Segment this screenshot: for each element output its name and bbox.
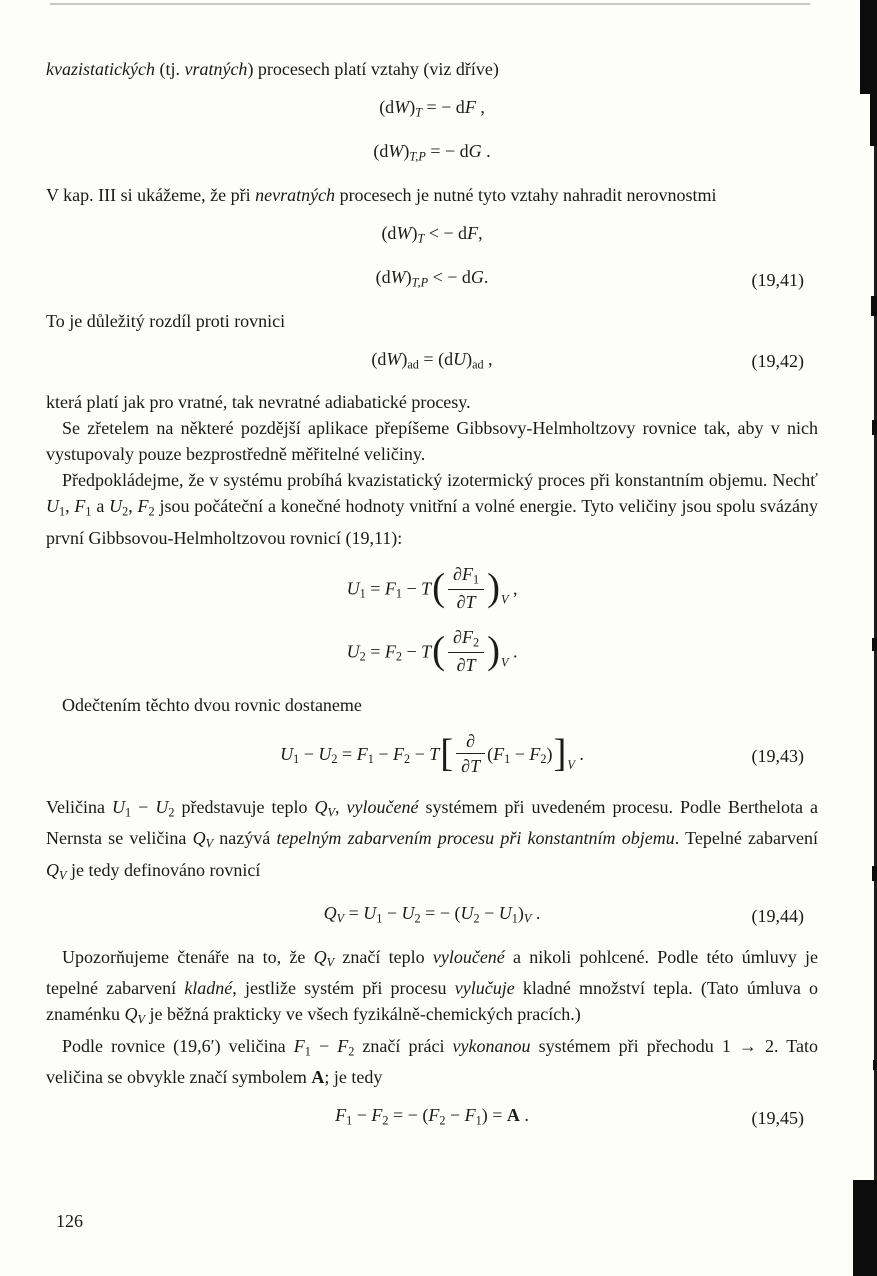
scan-artifact bbox=[872, 638, 877, 651]
paragraph-predpokladejme: Předpokládejme, že v systému probíhá kvazistatický izotermický proces při konstantním objemu. Nechť $U_1$, $F_1$ a $U_2$, $F_2$ jsou počáteční a konečné hodnoty vnitřní a volné energie. Tyto veličiny jsou spolu svázány první Gibbsovou-Helmholtzovou rovnicí (19,11): bbox=[46, 470, 819, 548]
equation-body: $(dW)_{ad} = (dU)_{ad}$ , bbox=[371, 348, 493, 372]
paragraph-odectenim: Odečtením těchto dvou rovnic dostaneme bbox=[62, 695, 362, 716]
paragraph-podle-rovnice: Podle rovnice (19,6′) veličina $F_1 - F_2$ značí práci vykonanou systémem při přechodu 1 → 2. Tato veličina se obvykle značí symbolem A; je tedy bbox=[46, 1035, 818, 1087]
equation-body: (dW)T,P < − dG. bbox=[375, 267, 489, 290]
scan-artifact bbox=[871, 296, 877, 316]
equation-U1 bbox=[46, 563, 818, 614]
scan-artifact-bottom-right bbox=[853, 1180, 877, 1276]
scan-artifact bbox=[873, 1060, 877, 1070]
scan-artifact bbox=[872, 420, 877, 435]
equation-dW-TP bbox=[46, 137, 818, 170]
equation-19-43 bbox=[46, 733, 818, 779]
equation-number: (19,45) bbox=[751, 1107, 804, 1128]
paragraph-se-zretelem: Se zřetelem na některé pozdější aplikace přepíšeme Gibbsovy-Helmholtzovy rovnice tak, aby v nich vystupovaly pouze bezprostředně měřitelné veličiny. bbox=[46, 418, 818, 465]
equation-number: (19,42) bbox=[751, 351, 804, 372]
page-content bbox=[46, 56, 818, 1145]
scan-artifact-top-right bbox=[860, 0, 877, 94]
page-number: 126 bbox=[56, 1211, 83, 1231]
paragraph-kap-III: V kap. III si ukážeme, že při nevratných procesech je nutné tyto vztahy nahradit nerovnostmi bbox=[46, 184, 717, 205]
paragraph-velicina: Veličina $U_1 - U_2$ představuje teplo QV, vyloučené systémem při uvedeném procesu. Podle Berthelota a Nernsta se veličina QV nazývá tepelným zabarvením procesu při konstantním objemu. Tepelné zabarvení QV je tedy definováno rovnicí bbox=[46, 797, 818, 883]
equation-19-45 bbox=[46, 1101, 818, 1134]
equation-body: QV = $U_1 - U_2$ = − $(U_2 - U_1)V$ . bbox=[323, 903, 541, 926]
equation-body: $U_2 = F_2 - T$( $\frac{\partial F_2}{\partial T}$ )$_V$ . bbox=[346, 626, 518, 675]
scan-artifact-top-line bbox=[50, 3, 810, 5]
equation-dW-T bbox=[46, 93, 818, 126]
paragraph-upozornujeme: Upozorňujeme čtenáře na to, že QV značí teplo vyloučené a nikoli pohlcené. Podle této úmluvy je tepelné zabarvení kladné, jestliže systém při procesu vylučuje kladné množství tepla. (Tato úmluva o znaménku QV je běžná prakticky ve všech fyzikálně-chemických pracích.) bbox=[46, 946, 819, 1027]
equation-19-44 bbox=[46, 899, 818, 932]
equation-number: (19,44) bbox=[751, 905, 804, 926]
equation-U2 bbox=[46, 626, 818, 677]
equation-number: (19,41) bbox=[751, 269, 804, 290]
scan-artifact bbox=[870, 94, 877, 146]
equation-body: $U_1 - U_2 = F_1 - F_2 - T$[ $\frac{\partial}{\partial T}$ $(F_1 - F_2)]_V$ . bbox=[280, 731, 584, 777]
equation-body: $F_1 - F_2$ = − $(F_2 - F_1) = A$ . bbox=[335, 1104, 529, 1128]
equation-19-41 bbox=[46, 263, 818, 296]
equation-body: (dW)T < − dF, bbox=[381, 222, 483, 246]
paragraph-rozdil: To je důležitý rozdíl proti rovnici bbox=[46, 310, 286, 331]
equation-body: (dW)T = − dF , bbox=[379, 97, 485, 120]
equation-body: (dW)T,P = − dG . bbox=[373, 141, 491, 164]
equation-19-42 bbox=[46, 345, 818, 378]
scan-artifact bbox=[872, 866, 877, 881]
paragraph-ktera-plati: která platí jak pro vratné, tak nevratné adiabatické procesy. bbox=[46, 392, 471, 413]
equation-body: $U_1 = F_1 - T$( $\frac{\partial F_1}{\partial T}$ )$_V$ , bbox=[346, 563, 518, 612]
paragraph-opening: kvazistatických (tj. vratných) procesech platí vztahy (viz dříve) bbox=[46, 59, 499, 79]
equation-number: (19,43) bbox=[751, 746, 804, 767]
equation-inequality-T bbox=[46, 219, 818, 252]
